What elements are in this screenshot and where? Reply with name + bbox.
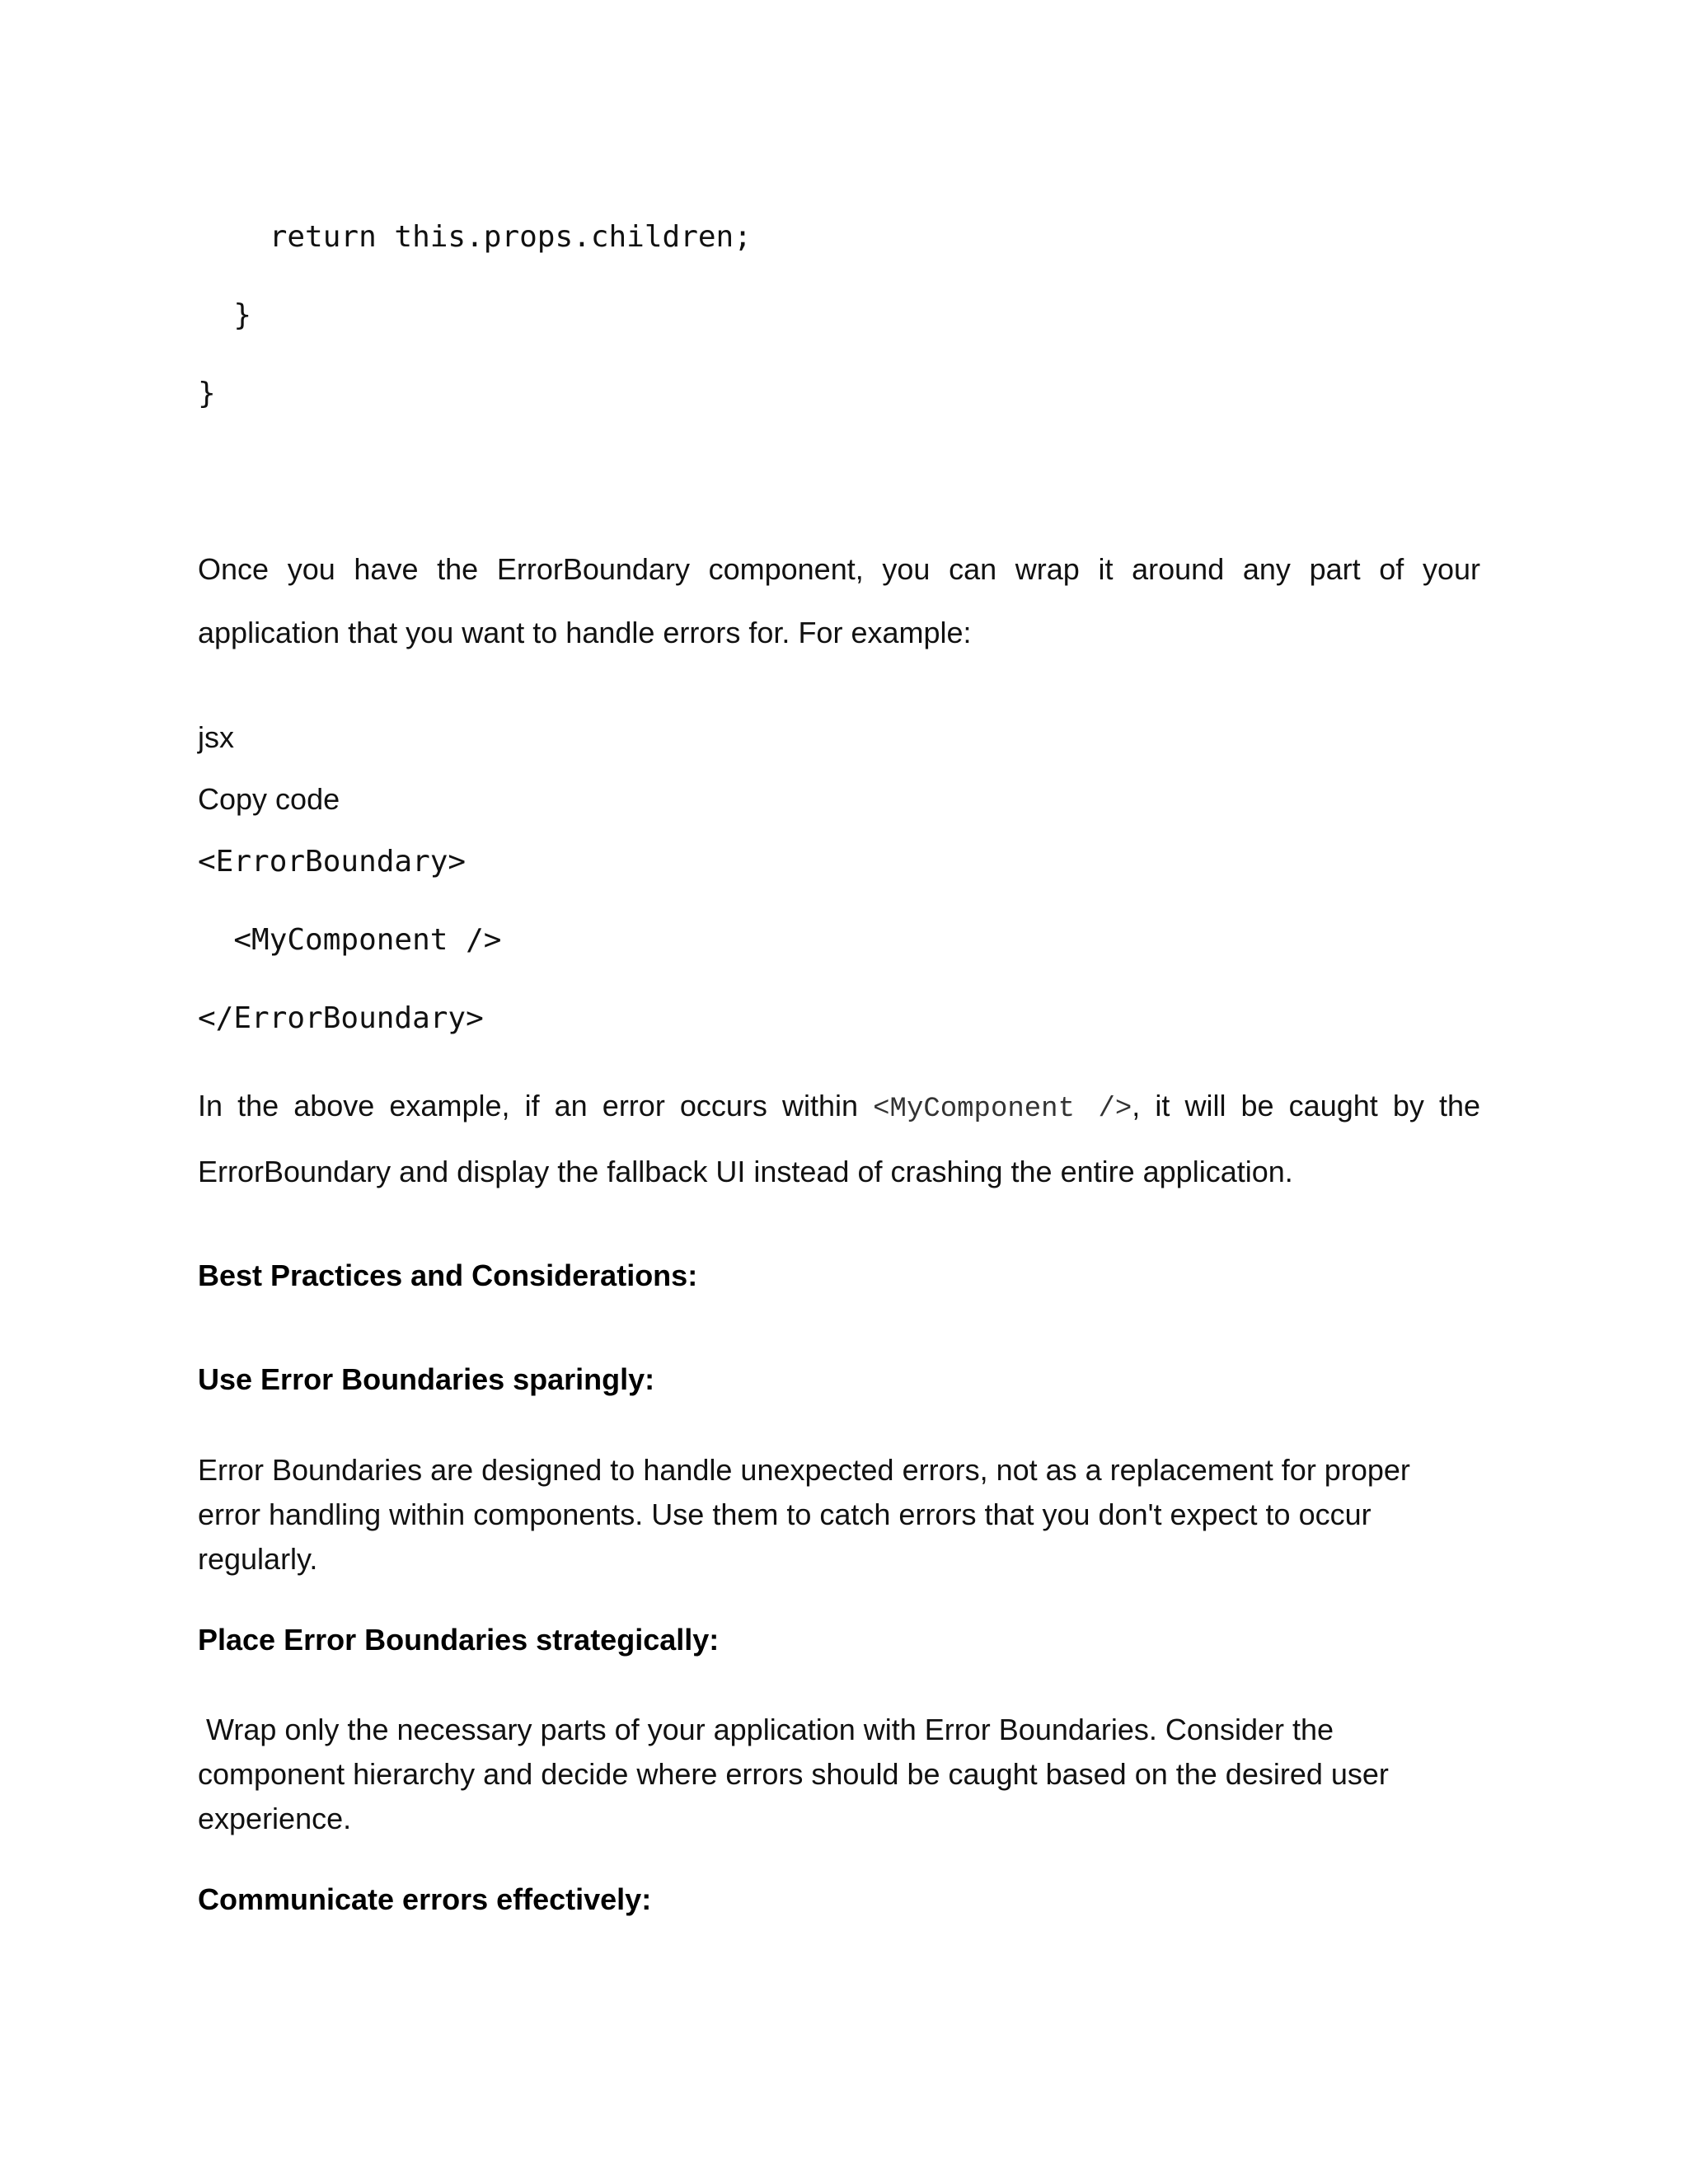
inline-code: <MyComponent /> [873, 1094, 1132, 1125]
practice-title: Place Error Boundaries strategically: [198, 1623, 720, 1657]
copy-code-button[interactable]: Copy code [198, 782, 340, 816]
intro-paragraph-line: application that you want to handle errors for. For example: [198, 616, 972, 649]
code-line: <MyComponent /> [198, 923, 502, 957]
explanation-text: , it will be caught by the [1132, 1089, 1480, 1122]
code-line: } [198, 298, 252, 332]
intro-paragraph-line: Once you have the ErrorBoundary component, you can wrap it around any part of your [198, 552, 1480, 586]
practice-title: Communicate errors effectively: [198, 1882, 652, 1916]
code-language-label: jsx [198, 720, 234, 754]
practice-title: Use Error Boundaries sparingly: [198, 1362, 655, 1396]
section-heading: Best Practices and Considerations: [198, 1258, 698, 1292]
explanation-paragraph-line [198, 1088, 1480, 1127]
practice-body: Error Boundaries are designed to handle unexpected errors, not as a replacement for proper error handling within components. Use them to catch errors that you don't expect to occur regularly. [198, 1453, 1410, 1576]
explanation-paragraph-line: ErrorBoundary and display the fallback UI instead of crashing the entire application. [198, 1155, 1293, 1188]
code-line: } [198, 377, 216, 410]
code-line: return this.props.children; [198, 220, 752, 254]
code-line: </ErrorBoundary> [198, 1001, 484, 1035]
practice-body: Wrap only the necessary parts of your application with Error Boundaries. Consider the component hierarchy and decide where errors should be caught based on the desired user experience. [198, 1713, 1397, 1835]
code-line: <ErrorBoundary> [198, 845, 467, 879]
explanation-text: In the above example, if an error occurs within [198, 1089, 874, 1122]
